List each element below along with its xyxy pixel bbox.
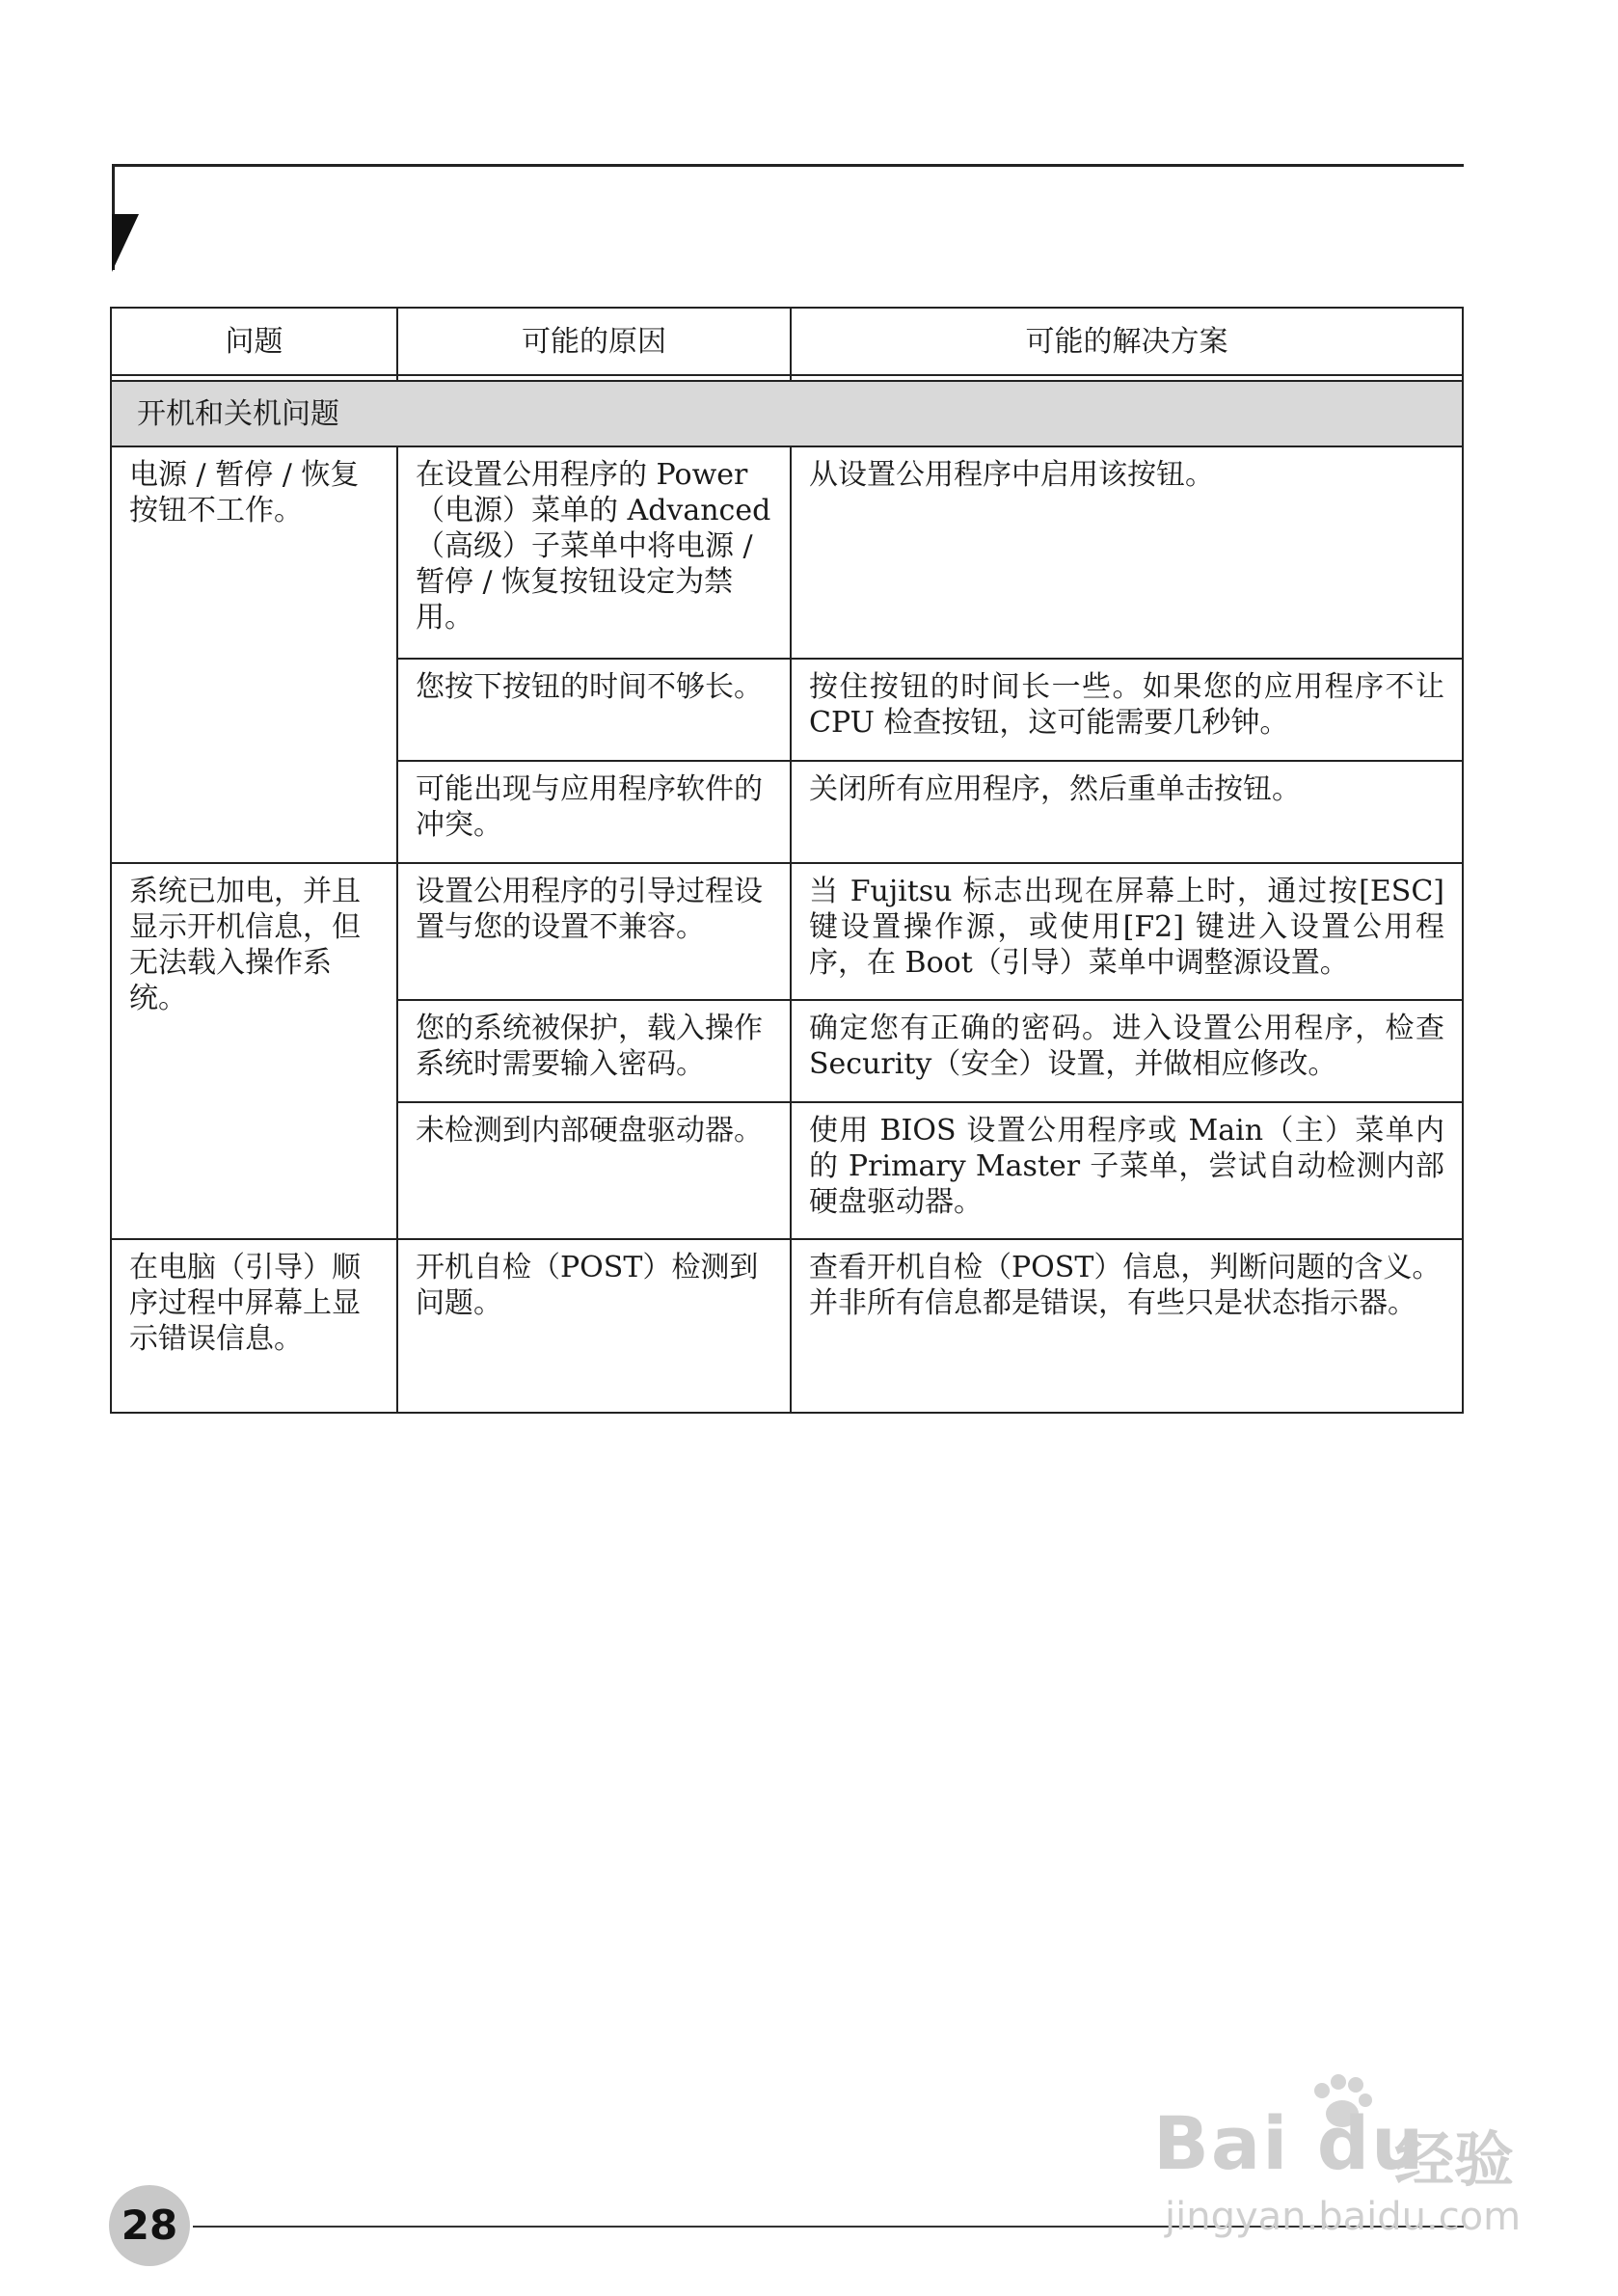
solution-cell: 按住按钮的时间长一些。如果您的应用程序不让 CPU 检查按钮，这可能需要几秒钟。 <box>791 659 1463 761</box>
table-row <box>111 1239 1463 1413</box>
watermark <box>1153 2073 1558 2266</box>
table-row <box>111 446 1463 659</box>
problem-cell: 在电脑（引导）顺序过程中屏幕上显示错误信息。 <box>111 1239 397 1413</box>
solution-line: 查看开机自检（POST）信息，判断问题的含义。 <box>809 1251 1442 1284</box>
cause-cell: 开机自检（POST）检测到问题。 <box>397 1239 791 1413</box>
cause-cell: 在设置公用程序的 Power（电源）菜单的 Advanced（高级）子菜单中将电源 / 暂停 / 恢复按钮设定为禁用。 <box>397 446 791 659</box>
problem-cell: 电源 / 暂停 / 恢复按钮不工作。 <box>111 446 397 863</box>
section-row <box>111 381 1463 446</box>
header-solution: 可能的解决方案 <box>791 308 1463 375</box>
cause-cell: 您的系统被保护，载入操作系统时需要输入密码。 <box>397 1000 791 1102</box>
watermark-logo: Bai du <box>1153 2100 1426 2186</box>
solution-cell: 从设置公用程序中启用该按钮。 <box>791 446 1463 659</box>
cause-cell: 设置公用程序的引导过程设置与您的设置不兼容。 <box>397 863 791 1000</box>
header-cause: 可能的原因 <box>397 308 791 375</box>
solution-cell: 使用 BIOS 设置公用程序或 Main（主）菜单内的 Primary Master 子菜单，尝试自动检测内部硬盘驱动器。 <box>791 1102 1463 1239</box>
cause-cell: 未检测到内部硬盘驱动器。 <box>397 1102 791 1239</box>
solution-cell: 关闭所有应用程序，然后重单击按钮。 <box>791 761 1463 863</box>
solution-line-extra: 并非所有信息都是错误，有些只是状态指示器。 <box>809 1286 1416 1320</box>
header-corner-wedge <box>112 214 139 272</box>
cause-cell: 您按下按钮的时间不够长。 <box>397 659 791 761</box>
header-top-rule <box>112 164 1464 167</box>
table-header-row <box>111 308 1463 375</box>
cause-cell: 可能出现与应用程序软件的冲突。 <box>397 761 791 863</box>
header-problem: 问题 <box>111 308 397 375</box>
solution-cell: 当 Fujitsu 标志出现在屏幕上时，通过按[ESC] 键设置操作源，或使用[F2] 键进入设置公用程序，在 Boot（引导）菜单中调整源设置。 <box>791 863 1463 1000</box>
section-title: 开机和关机问题 <box>111 381 1463 446</box>
solution-cell: 确定您有正确的密码。进入设置公用程序，检查 Security（安全）设置，并做相应修改。 <box>791 1000 1463 1102</box>
page-number: 28 <box>109 2185 190 2266</box>
watermark-cn: 经验 <box>1394 2124 1515 2195</box>
troubleshooting-table <box>110 307 1464 1414</box>
table-row <box>111 863 1463 1000</box>
problem-cell: 系统已加电，并且显示开机信息，但无法载入操作系统。 <box>111 863 397 1239</box>
solution-cell <box>791 1239 1463 1413</box>
watermark-url: jingyan.baidu.com <box>1165 2195 1522 2239</box>
